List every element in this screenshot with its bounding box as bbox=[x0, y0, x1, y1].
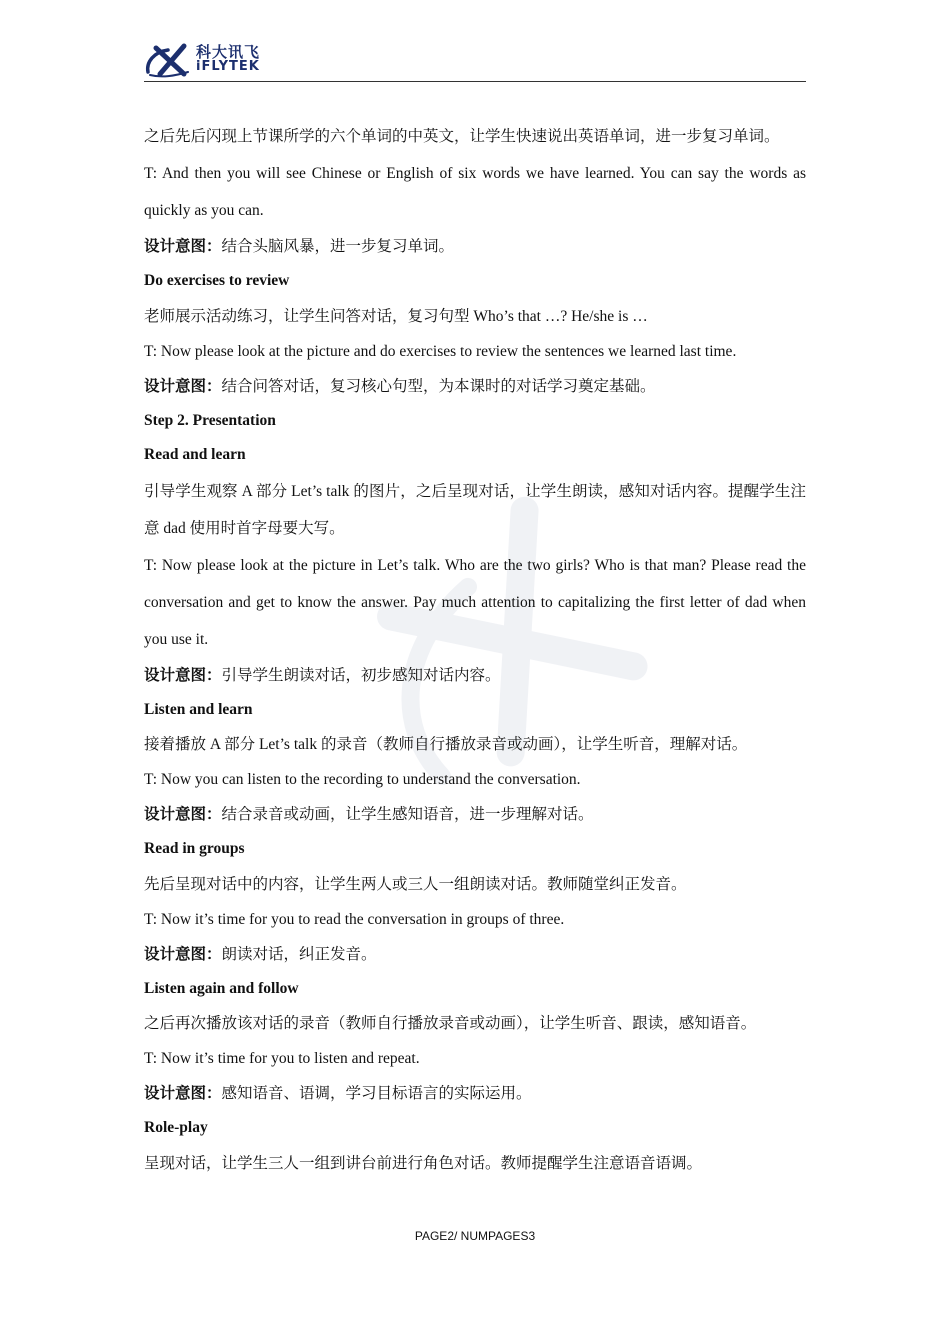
body-paragraph: 之后先后闪现上节课所学的六个单词的中英文，让学生快速说出英语单词，进一步复习单词。 bbox=[144, 128, 780, 145]
section-heading: Do exercises to review bbox=[144, 272, 290, 289]
design-intent-label: 设计意图： bbox=[144, 238, 222, 255]
section-heading: Listen again and follow bbox=[144, 979, 299, 997]
design-intent-paragraph bbox=[144, 1076, 806, 1111]
iflytek-logo bbox=[144, 40, 284, 78]
header-divider bbox=[144, 81, 806, 82]
section-heading: Listen and learn bbox=[144, 700, 253, 718]
logo-chinese-text: 科大讯飞 bbox=[196, 43, 261, 61]
logo-english-text: iFLYTEK bbox=[196, 59, 260, 74]
design-intent-label: 设计意图： bbox=[144, 377, 222, 395]
section-heading: Read and learn bbox=[144, 446, 246, 463]
design-intent-label: 设计意图： bbox=[144, 945, 222, 963]
design-intent-text: 结合录音或动画，让学生感知语音，进一步理解对话。 bbox=[221, 806, 594, 823]
body-paragraph: T: Now please look at the picture in Let’s talk. Who are the two girls? Who is that man? Please read the conversation and get to know the answer. Pay much attention to capitalizing the first letter of dad when you use it. bbox=[144, 556, 806, 648]
design-intent-text: 结合问答对话，复习核心句型，为本课时的对话学习奠定基础。 bbox=[221, 377, 656, 395]
body-paragraph: 引导学生观察 A 部分 Let’s talk 的图片，之后呈现对话，让学生朗读，感知对话内容。提醒学生注意 dad 使用时首字母要大写。 bbox=[144, 482, 806, 537]
iflytek-logo-icon bbox=[144, 42, 192, 78]
page-header bbox=[144, 40, 806, 82]
design-intent-text: 结合头脑风暴，进一步复习单词。 bbox=[221, 238, 455, 255]
body-paragraph: T: Now it’s time for you to read the conversation in groups of three. bbox=[144, 910, 565, 928]
body-paragraph: T: Now it’s time for you to listen and repeat. bbox=[144, 1050, 420, 1067]
design-intent-label: 设计意图： bbox=[144, 1085, 222, 1102]
body-paragraph: T: Now you can listen to the recording to understand the conversation. bbox=[144, 771, 581, 788]
body-paragraph: 之后再次播放该对话的录音（教师自行播放录音或动画），让学生听音、跟读，感知语音。 bbox=[144, 1015, 757, 1032]
document-body bbox=[144, 118, 806, 1181]
body-paragraph: T: Now please look at the picture and do exercises to review the sentences we learned last time. bbox=[144, 342, 737, 360]
body-paragraph: T: And then you will see Chinese or English of six words we have learned. You can say the words as quickly as you can. bbox=[144, 165, 806, 219]
design-intent-text: 感知语音、语调，学习目标语言的实际运用。 bbox=[221, 1085, 532, 1102]
design-intent-paragraph bbox=[144, 229, 806, 264]
design-intent-label: 设计意图： bbox=[144, 666, 222, 684]
section-heading: Read in groups bbox=[144, 840, 245, 857]
design-intent-text: 引导学生朗读对话，初步感知对话内容。 bbox=[221, 666, 501, 684]
body-paragraph: 呈现对话，让学生三人一组到讲台前进行角色对话。教师提醒学生注意语音语调。 bbox=[144, 1154, 703, 1172]
design-intent-paragraph bbox=[144, 658, 806, 693]
body-paragraph: 接着播放 A 部分 Let’s talk 的录音（教师自行播放录音或动画），让学生听音，理解对话。 bbox=[144, 736, 748, 753]
section-heading: Step 2. Presentation bbox=[144, 411, 276, 429]
section-heading: Role-play bbox=[144, 1119, 208, 1136]
design-intent-paragraph bbox=[144, 369, 806, 404]
design-intent-text: 朗读对话，纠正发音。 bbox=[221, 945, 377, 963]
design-intent-label: 设计意图： bbox=[144, 806, 222, 823]
design-intent-paragraph bbox=[144, 797, 806, 832]
body-paragraph: 老师展示活动练习，让学生问答对话，复习句型 Who’s that …? He/she is … bbox=[144, 307, 648, 325]
design-intent-paragraph bbox=[144, 937, 806, 972]
page-number: PAGE2/ NUMPAGES3 bbox=[414, 1229, 536, 1243]
body-paragraph: 先后呈现对话中的内容，让学生两人或三人一组朗读对话。教师随堂纠正发音。 bbox=[144, 875, 687, 893]
